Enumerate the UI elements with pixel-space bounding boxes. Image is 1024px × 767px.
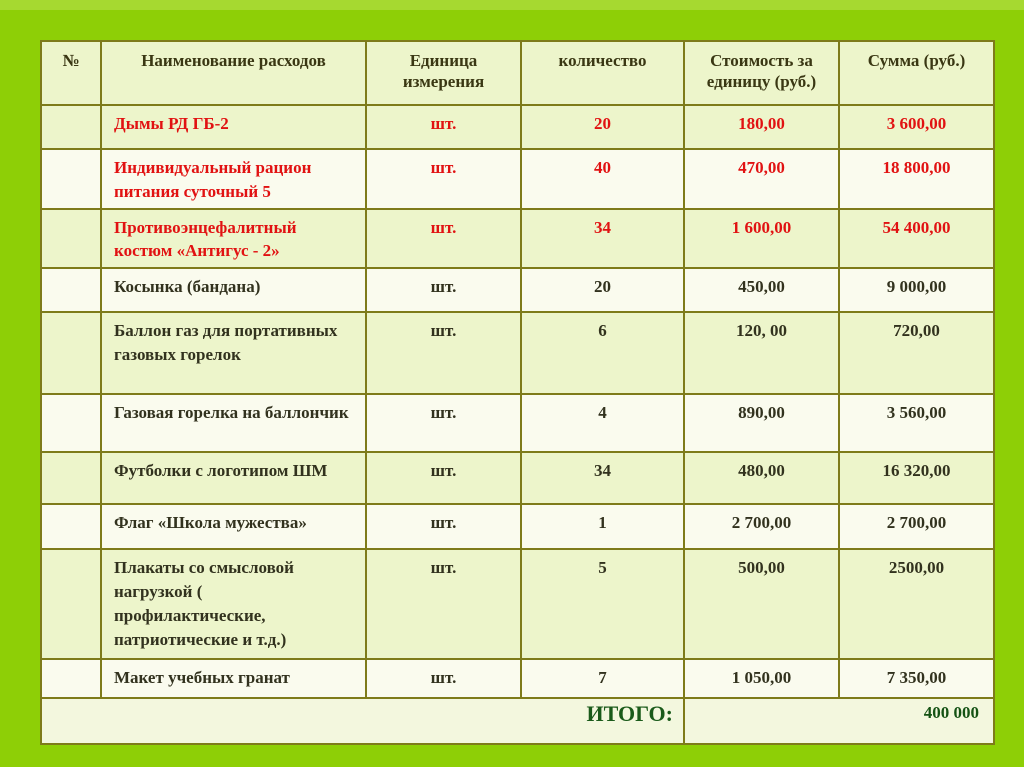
col-header-unit-price: Стоимость за единицу (руб.) (684, 41, 839, 105)
cell-unit-price: 2 700,00 (684, 504, 839, 549)
cell-sum: 9 000,00 (839, 268, 994, 312)
total-row (41, 698, 994, 744)
cell-number (41, 312, 101, 394)
cell-sum: 16 320,00 (839, 452, 994, 504)
cell-unit: шт. (366, 209, 521, 269)
cell-unit: шт. (366, 149, 521, 209)
col-header-expense-name: Наименование расходов (101, 41, 366, 105)
cell-quantity: 34 (521, 209, 684, 269)
cell-quantity: 5 (521, 549, 684, 659)
cell-expense-name: Макет учебных гранат (101, 659, 366, 698)
table-row (41, 149, 994, 209)
cell-expense-name: Косынка (бандана) (101, 268, 366, 312)
slide-top-accent-strip (0, 0, 1024, 10)
cell-unit-price: 1 600,00 (684, 209, 839, 269)
cell-quantity: 20 (521, 268, 684, 312)
cell-sum: 54 400,00 (839, 209, 994, 269)
cell-quantity: 7 (521, 659, 684, 698)
cell-expense-name: Индивидуальный рацион питания суточный 5 (101, 149, 366, 209)
table-row (41, 659, 994, 698)
cell-sum: 7 350,00 (839, 659, 994, 698)
table-row (41, 549, 994, 659)
cell-unit-price: 1 050,00 (684, 659, 839, 698)
table-row (41, 452, 994, 504)
cell-number (41, 549, 101, 659)
cell-expense-name: Флаг «Школа мужества» (101, 504, 366, 549)
table-row (41, 394, 994, 452)
table-row (41, 312, 994, 394)
col-header-quantity: количество (521, 41, 684, 105)
cell-number (41, 394, 101, 452)
cell-unit: шт. (366, 659, 521, 698)
total-label: ИТОГО: (41, 698, 684, 744)
cell-sum: 18 800,00 (839, 149, 994, 209)
cell-quantity: 34 (521, 452, 684, 504)
table-row (41, 268, 994, 312)
cell-quantity: 20 (521, 105, 684, 149)
cell-expense-name: Футболки с логотипом ШМ (101, 452, 366, 504)
cell-sum: 3 560,00 (839, 394, 994, 452)
cell-number (41, 268, 101, 312)
cell-number (41, 504, 101, 549)
total-value: 400 000 (684, 698, 994, 744)
cell-expense-name: Баллон газ для портативных газовых горелок (101, 312, 366, 394)
cell-unit-price: 450,00 (684, 268, 839, 312)
cell-unit-price: 480,00 (684, 452, 839, 504)
cell-expense-name: Газовая горелка на баллончик (101, 394, 366, 452)
cell-number (41, 452, 101, 504)
table-header-row (41, 41, 994, 105)
cell-unit-price: 180,00 (684, 105, 839, 149)
cell-unit: шт. (366, 452, 521, 504)
cell-sum: 2 700,00 (839, 504, 994, 549)
cell-unit: шт. (366, 268, 521, 312)
cell-sum: 2500,00 (839, 549, 994, 659)
cell-number (41, 149, 101, 209)
cell-number (41, 659, 101, 698)
cell-number (41, 105, 101, 149)
cell-sum: 720,00 (839, 312, 994, 394)
cell-quantity: 4 (521, 394, 684, 452)
cell-unit-price: 120, 00 (684, 312, 839, 394)
col-header-unit: Единица измерения (366, 41, 521, 105)
cell-unit: шт. (366, 105, 521, 149)
cell-quantity: 6 (521, 312, 684, 394)
col-header-number: № (41, 41, 101, 105)
cell-unit: шт. (366, 312, 521, 394)
table-row (41, 209, 994, 269)
cell-unit: шт. (366, 549, 521, 659)
cell-quantity: 1 (521, 504, 684, 549)
table-row (41, 504, 994, 549)
cell-sum: 3 600,00 (839, 105, 994, 149)
cell-unit-price: 470,00 (684, 149, 839, 209)
cell-quantity: 40 (521, 149, 684, 209)
cell-number (41, 209, 101, 269)
cell-unit: шт. (366, 394, 521, 452)
expenses-table (40, 40, 995, 745)
cell-expense-name: Плакаты со смысловой нагрузкой ( профилактические, патриотические и т.д.) (101, 549, 366, 659)
cell-expense-name: Дымы РД ГБ-2 (101, 105, 366, 149)
cell-unit-price: 890,00 (684, 394, 839, 452)
table-row (41, 105, 994, 149)
cell-unit-price: 500,00 (684, 549, 839, 659)
cell-expense-name: Противоэнцефалитный костюм «Антигус - 2» (101, 209, 366, 269)
cell-unit: шт. (366, 504, 521, 549)
col-header-sum: Сумма (руб.) (839, 41, 994, 105)
